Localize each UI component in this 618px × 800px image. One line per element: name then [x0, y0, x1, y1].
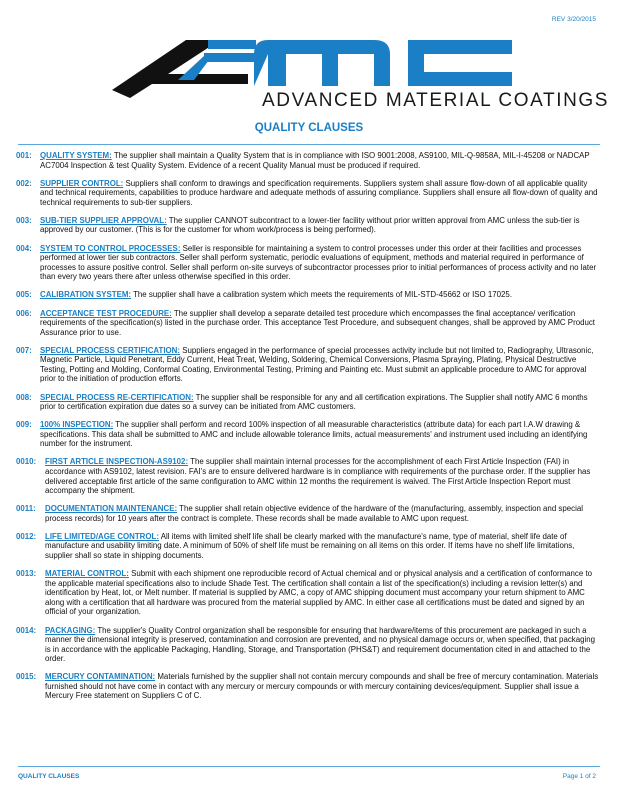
revision-label: REV 3/20/2015: [551, 16, 596, 23]
clause-body: Suppliers engaged in the performance of special processes activity include but not limited to, Radiography, Ultrasonic, Magnetic Particle, Liquid Penetrant, Eddy Current, Heat Treat, Welding, Soldering, Chemical Conversions, Plasma Spraying, Plating, Physical Destructive Testing, Potting and Molding, Conformal Coating, Environmental Testing, Priming and Painting etc. Must submit an applicable procedure to AMC for approval prior to the initiation of production efforts.: [40, 345, 594, 384]
clause-item: [16, 216, 602, 235]
clause-title: 100% INSPECTION:: [40, 420, 114, 430]
clause-text: [40, 216, 602, 235]
clause-title: LIFE LIMITED/AGE CONTROL:: [45, 531, 159, 541]
clause-item: [16, 532, 602, 561]
clause-item: [16, 393, 602, 412]
page-number: Page 1 of 2: [562, 773, 596, 780]
clause-number: 004:: [16, 243, 32, 253]
clause-body: The supplier shall perform and record 100% inspection of all measurable characteristics (attribute data) for each part I.A.W drawing & specifications. This data shall be submitted to AMC and include allowable tolerance limits, actual measurements' and instrument used including an identifying number for the instrument.: [40, 420, 588, 449]
clause-item: [16, 672, 602, 701]
clause-text: [40, 290, 602, 300]
clause-title: MERCURY CONTAMINATION:: [45, 672, 156, 682]
clause-item: [16, 420, 602, 449]
clause-title: FIRST ARTICLE INSPECTION-AS9102:: [45, 457, 189, 467]
clause-number: 0012:: [16, 531, 37, 541]
clause-text: [40, 179, 602, 208]
clause-title: SPECIAL PROCESS RE-CERTIFICATION:: [40, 392, 194, 402]
logo-letter-a: [254, 40, 268, 86]
clause-body: The supplier shall have a calibration system which meets the requirements of MIL-STD-45662 or ISO 17025.: [131, 290, 513, 300]
clause-number: 0015:: [16, 672, 37, 682]
clause-number: 009:: [16, 420, 32, 430]
clause-number: 003:: [16, 215, 32, 225]
clause-body: The supplier CANNOT subcontract to a lower-tier facility without prior written approval from AMC unless the sub-tier is approved by our customer. (This is for the customer for whom work/process is being performed).: [40, 215, 580, 235]
clause-body: The supplier shall maintain internal processes for the accomplishment of each First Article Inspection (FAI) in accordance with AS9102, latest revision. FAI's are to ensure delivered hardware is in compliance with requirements of the purchase order. If the supplier has delivered acceptable first article of the same configuration to AMC within 12 months the requirement is waived. The First Article Inspection Report must accompany the shipment.: [45, 457, 591, 496]
clause-number: 0013:: [16, 569, 37, 579]
clause-title: MATERIAL CONTROL:: [45, 569, 129, 579]
clause-body: Submit with each shipment one reproducible record of Actual chemical and or physical analysis and a certification of conformance to the applicable material specifications also to include Shade Test. The certification shall contain a list of the specification(s) including a revision letter(s) and identification by Heat, lot, or Melt number. If material is supplied by AMC, a copy of AMC shipping document must accompany your return shipment to AMC along with a certification that all hardware was procured from the material supplied by AMC. In either case all certifications must be dated and signed by an official of your organization.: [45, 569, 593, 617]
clause-body: The supplier shall retain objective evidence of the hardware of the (manufacturing, assembly, inspection and special process records) for 10 years after the contract is complete. These records shall be made available to AMC upon request.: [45, 504, 583, 523]
clause-text: [40, 346, 602, 384]
clause-body: Materials furnished by the supplier shall not contain mercury compounds and shall be free of mercury contamination. Materials furnished should not have come in contact with any mercury or mercury compounds or with mercury containing devices/equipment. Supplier shall issue a Mercury Free statement on Suppliers C of C.: [45, 672, 599, 701]
clause-item: [16, 569, 602, 617]
clause-text: [40, 151, 602, 170]
clause-number: 0011:: [16, 504, 36, 514]
clause-text: [45, 672, 602, 701]
clause-body: Suppliers shall conform to drawings and specification requirements. Suppliers system shall assure flow-down of all applicable quality and technical requirements, capabilities to produce hardware and adequate methods of assuring compliance. Suppliers shall ensure all flow-down of quality and technical requirements to sub-tier suppliers.: [40, 178, 598, 207]
clause-number: 0010:: [16, 457, 37, 467]
logo-stripe: [204, 53, 256, 62]
clause-number: 008:: [16, 392, 32, 402]
clause-number: 001:: [16, 151, 32, 160]
clause-body: The supplier shall be responsible for any and all certification expirations. The Supplier shall notify AMC 6 months prior to certification expiration due dates so a survey can be initiated from AMC customers.: [40, 392, 588, 412]
clause-item: [16, 244, 602, 282]
clause-title: SPECIAL PROCESS CERTIFICATION:: [40, 345, 180, 355]
clause-text: [40, 393, 602, 412]
clause-title: SUPPLIER CONTROL:: [40, 178, 124, 188]
clause-title: PACKAGING:: [45, 625, 96, 635]
logo-letter-m: [268, 40, 390, 86]
clause-title: ACCEPTANCE TEST PROCEDURE:: [40, 308, 172, 318]
clause-number: 006:: [16, 308, 32, 318]
page-title: QUALITY CLAUSES: [254, 122, 364, 134]
clause-item: [16, 504, 602, 523]
clause-number: 002:: [16, 178, 32, 188]
clause-item: [16, 457, 602, 495]
clause-title: SYSTEM TO CONTROL PROCESSES:: [40, 243, 181, 253]
clause-body: The supplier shall maintain a Quality System that is in compliance with ISO 9001:2008, AS9100, MIL-Q-9858A, MIL-I-45208 or NADCAP AC7004 Inspection & test Quality System. Evidence of a recent Quality Manual must be produced if required.: [40, 151, 590, 170]
clause-text: [40, 244, 602, 282]
clause-item: [16, 346, 602, 384]
clause-title: QUALITY SYSTEM:: [40, 151, 112, 160]
clause-text: [40, 309, 602, 338]
clause-number: 007:: [16, 345, 32, 355]
logo-letter-c: [408, 40, 512, 86]
clause-item: [16, 179, 602, 208]
clause-item: [16, 290, 602, 300]
clause-item: [16, 309, 602, 338]
clause-item: [16, 151, 602, 170]
footer-title: QUALITY CLAUSES: [18, 773, 80, 780]
clause-title: DOCUMENTATION MAINTENANCE:: [45, 504, 178, 514]
clause-body: Seller is responsible for maintaining a system to control processes under this order at their facilities and processes performed at lower tier sub contractors. Seller shall perform systematic, periodic evaluations of equipment, methods and material required in performance of processes to assure positive control. Seller shall perform on-site surveys of subcontractor processes prior to initial performances of process activity and no later than every two years there after unless otherwise specified in this order.: [40, 243, 597, 282]
clause-body: The supplier's Quality Control organization shall be responsible for ensuring that hardware/items of this procurement are packaged in such a manner the dimensional integrity is preserved, contamination and corrosion are prevented, and no physical damage occurs or, when specified, that packaging is in accordance with the applicable Packaging, Handling, Storage, and Transportation (PHS&T) and requirement documentation cited in and attached to the order.: [45, 625, 596, 664]
clause-title: SUB-TIER SUPPLIER APPROVAL:: [40, 215, 167, 225]
logo-tagline: ADVANCED MATERIAL COATINGS: [262, 90, 610, 111]
clause-number: 0014:: [16, 625, 37, 635]
clause-text: [40, 420, 602, 449]
footer-divider: [18, 766, 600, 767]
clause-body: The supplier shall develop a separate detailed test procedure which encompasses the final acceptance/ verification requirements of the specification(s) listed in the purchase order. This acceptance Test Procedure, and subsequent changes, shall be approved by AMC Product Assurance prior to use.: [40, 308, 596, 337]
clause-item: [16, 626, 602, 664]
clause-text: [45, 504, 602, 523]
clause-list: [16, 151, 602, 710]
clause-number: 005:: [16, 290, 32, 300]
clause-text: [45, 532, 602, 561]
clause-text: [45, 457, 602, 495]
logo-stripe: [208, 40, 256, 49]
clause-title: CALIBRATION SYSTEM:: [40, 290, 132, 300]
clause-text: [45, 569, 602, 617]
clause-body: All items with limited shelf life shall be clearly marked with the manufacture's name, type of material, shelf life date of manufacture and usability limiting date. A minimum of 50% of shelf life must be remaining on all items on this order. If items have no shelf life limitations, supplier shall so state in shipping documents.: [45, 531, 575, 561]
header-divider: [18, 144, 600, 145]
clause-text: [45, 626, 602, 664]
